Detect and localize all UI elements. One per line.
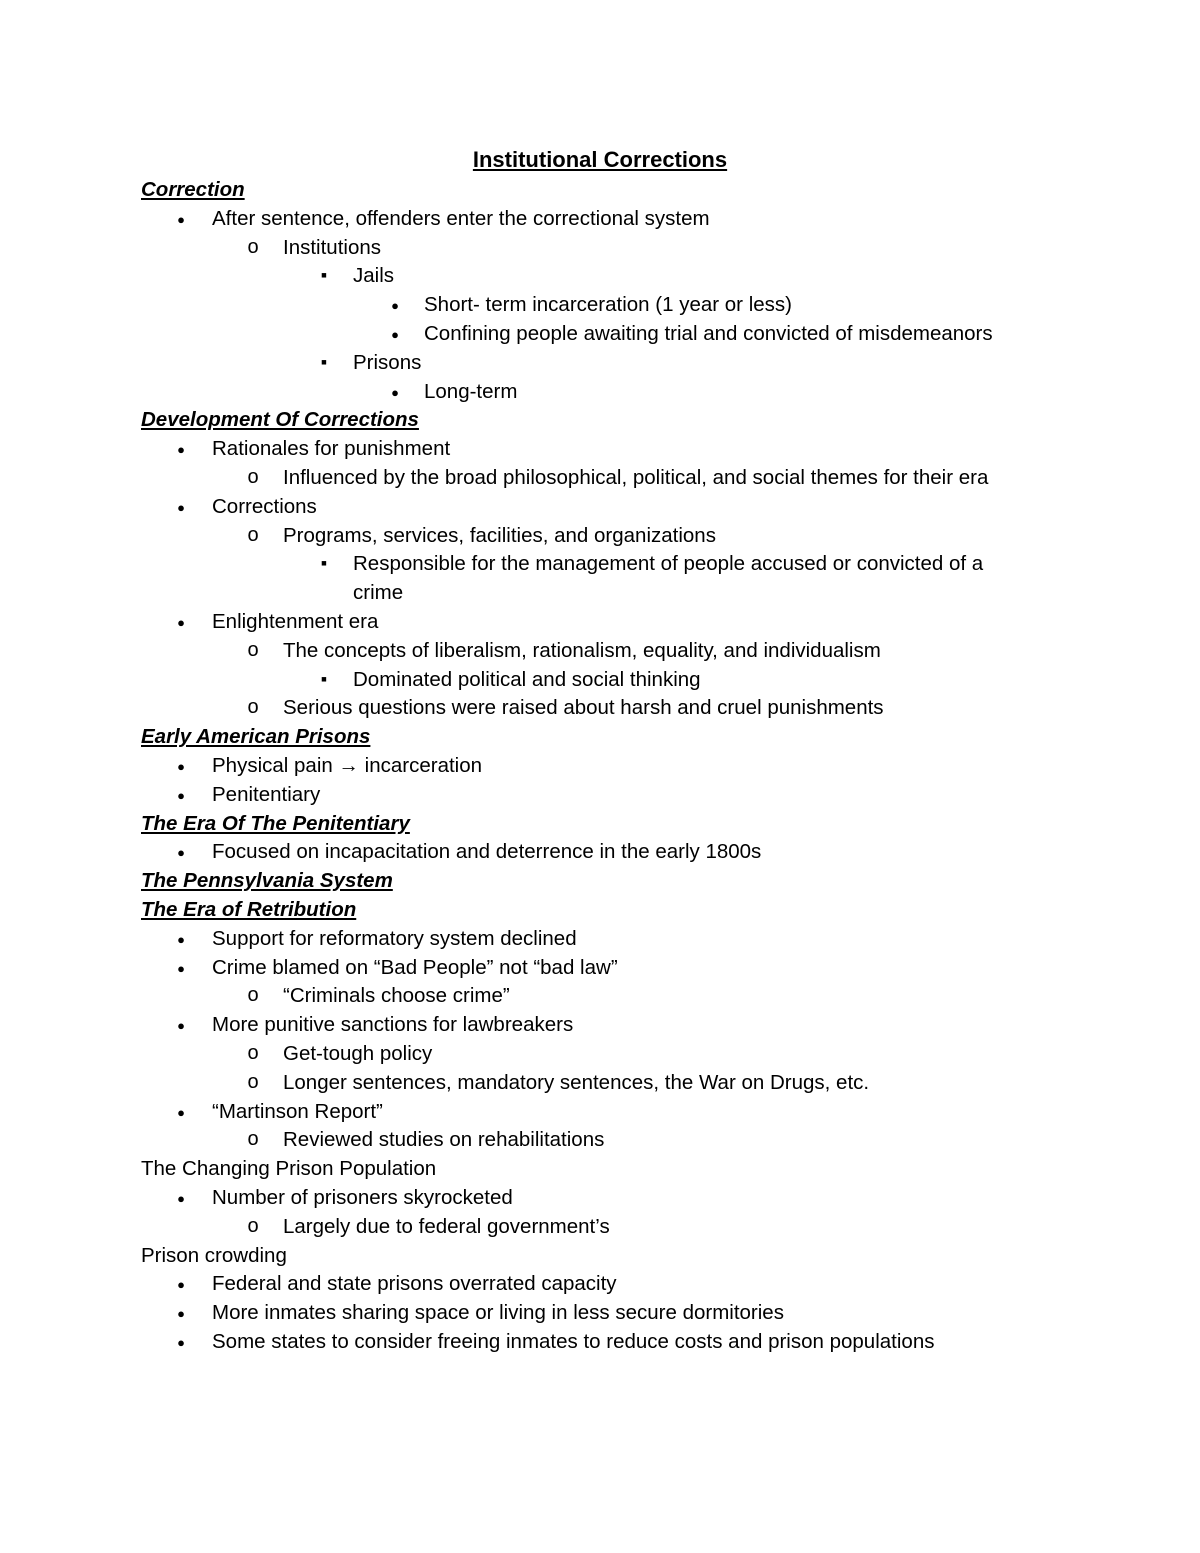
outline-item-text: “Criminals choose crime” [283, 984, 510, 1008]
outline-item [0, 665, 1200, 694]
disc-bullet-icon [173, 1183, 189, 1213]
disc-bullet-icon [173, 924, 189, 954]
outline-item-text: Federal and state prisons overrated capacity [212, 1272, 617, 1296]
circle-bullet-icon [245, 463, 261, 492]
disc-bullet-icon [387, 377, 403, 407]
section-heading-line [0, 866, 1200, 895]
document-title: Institutional Corrections [472, 147, 728, 172]
outline-item-text: Largely due to federal government’s [283, 1214, 610, 1238]
section-heading: The Era Of The Penitentiary [141, 811, 410, 835]
disc-bullet-icon [387, 290, 403, 320]
outline-item [0, 981, 1200, 1010]
section-heading: Prison crowding [141, 1243, 287, 1267]
section-heading-line [0, 809, 1200, 838]
outline-item [0, 1068, 1200, 1097]
outline-item [0, 492, 1200, 521]
circle-bullet-icon [245, 1068, 261, 1097]
square-bullet-icon [316, 261, 332, 290]
outline-item-text: Rationales for punishment [212, 437, 451, 461]
disc-bullet-icon [173, 953, 189, 983]
outline-item [0, 1298, 1200, 1327]
outline-item-text: Prisons [353, 350, 422, 374]
outline-item-text: “Martinson Report” [212, 1099, 383, 1123]
circle-bullet-icon [245, 1212, 261, 1241]
section-heading: Early American Prisons [141, 725, 371, 749]
disc-bullet-icon [173, 1327, 189, 1357]
disc-bullet-icon [173, 1269, 189, 1299]
disc-bullet-icon [173, 434, 189, 464]
disc-bullet-icon [173, 492, 189, 522]
section-heading-line [0, 1241, 1200, 1270]
outline-item-text: Short- term incarceration (1 year or less) [424, 293, 792, 317]
outline-item [0, 1125, 1200, 1154]
outline-item [0, 780, 1200, 809]
outline-item-text: crime [353, 581, 404, 605]
outline-item [0, 837, 1200, 866]
section-heading-line [0, 1154, 1200, 1183]
outline-item [0, 233, 1200, 262]
outline-item-text: Focused on incapacitation and deterrence in the early 1800s [212, 840, 762, 864]
outline-item [0, 204, 1200, 233]
disc-bullet-icon [173, 837, 189, 867]
outline-item [0, 607, 1200, 636]
disc-bullet-icon [173, 751, 189, 781]
outline-item [0, 751, 1200, 780]
section-heading: The Pennsylvania System [141, 869, 393, 893]
outline-item-text: Number of prisoners skyrocketed [212, 1186, 513, 1209]
outline-item-text: Confining people awaiting trial and convicted of misdemeanors [424, 322, 993, 345]
outline-item [0, 261, 1200, 290]
outline-item [0, 636, 1200, 665]
outline-item-text: More punitive sanctions for lawbreakers [212, 1013, 574, 1037]
outline-item-text: Crime blamed on “Bad People” not “bad law” [212, 955, 618, 979]
outline-item [0, 1183, 1200, 1212]
outline-item [0, 377, 1200, 406]
square-bullet-icon [316, 549, 332, 578]
disc-bullet-icon [387, 319, 403, 349]
circle-bullet-icon [245, 521, 261, 550]
circle-bullet-icon [245, 1039, 261, 1068]
disc-bullet-icon [173, 1097, 189, 1127]
outline-item-text: Institutions [283, 235, 381, 259]
circle-bullet-icon [245, 233, 261, 262]
outline-item-text: Longer sentences, mandatory sentences, the War on Drugs, etc. [283, 1070, 870, 1094]
disc-bullet-icon [173, 1010, 189, 1040]
outline-item [0, 924, 1200, 953]
outline-item [0, 463, 1200, 492]
section-heading: Development Of Corrections [141, 408, 419, 432]
outline-item-text: Penitentiary [212, 782, 321, 806]
disc-bullet-icon [173, 204, 189, 234]
circle-bullet-icon [245, 693, 261, 722]
outline-item [0, 578, 1200, 607]
outline-item-text: The concepts of liberalism, rationalism, equality, and individualism [283, 638, 881, 662]
outline-item [0, 348, 1200, 377]
outline-item-text: Some states to consider freeing inmates to reduce costs and prison populations [212, 1330, 935, 1353]
disc-bullet-icon [173, 1298, 189, 1328]
outline-item-text: Reviewed studies on rehabilitations [283, 1128, 605, 1152]
outline-item-text: Corrections [212, 494, 317, 518]
section-heading: The Changing Prison Population [141, 1157, 437, 1181]
disc-bullet-icon [173, 607, 189, 637]
outline-item-text: Support for reformatory system declined [212, 926, 577, 950]
section-heading-line [0, 722, 1200, 751]
square-bullet-icon [316, 665, 332, 694]
outline-item [0, 434, 1200, 463]
circle-bullet-icon [245, 1125, 261, 1154]
outline-item [0, 549, 1200, 578]
outline-item [0, 290, 1200, 319]
section-heading-line [0, 175, 1200, 204]
outline-item-text: Jails [353, 264, 395, 288]
disc-bullet-icon [173, 780, 189, 810]
outline-item-text: Responsible for the management of people accused or convicted of a [353, 552, 984, 576]
outline-item-text: Programs, services, facilities, and organizations [283, 523, 716, 547]
outline-item-text: Long-term [424, 379, 518, 403]
circle-bullet-icon [245, 636, 261, 665]
section-heading-line [0, 895, 1200, 924]
outline-item-text: More inmates sharing space or living in less secure dormitories [212, 1301, 784, 1325]
outline-item [0, 319, 1200, 348]
outline-item [0, 1269, 1200, 1298]
outline-item-text: After sentence, offenders enter the correctional system [212, 206, 710, 230]
section-heading: Correction [141, 178, 245, 201]
outline-item [0, 693, 1200, 722]
outline-item-text: Get-tough policy [283, 1042, 433, 1065]
square-bullet-icon [316, 348, 332, 377]
outline-item [0, 521, 1200, 550]
outline-item [0, 1097, 1200, 1126]
outline-item [0, 1010, 1200, 1039]
outline-item [0, 1039, 1200, 1068]
outline-item [0, 1327, 1200, 1356]
outline-item-text: Physical pain → incarceration [212, 754, 483, 777]
outline-item-text: Influenced by the broad philosophical, political, and social themes for their era [283, 466, 989, 489]
outline-item-text: Enlightenment era [212, 610, 379, 633]
outline-item-text: Dominated political and social thinking [353, 667, 701, 691]
section-heading: The Era of Retribution [141, 898, 357, 921]
outline-item [0, 1212, 1200, 1241]
section-heading-line [0, 405, 1200, 434]
circle-bullet-icon [245, 981, 261, 1010]
outline-item-text: Serious questions were raised about harsh and cruel punishments [283, 696, 884, 720]
outline-item [0, 953, 1200, 982]
